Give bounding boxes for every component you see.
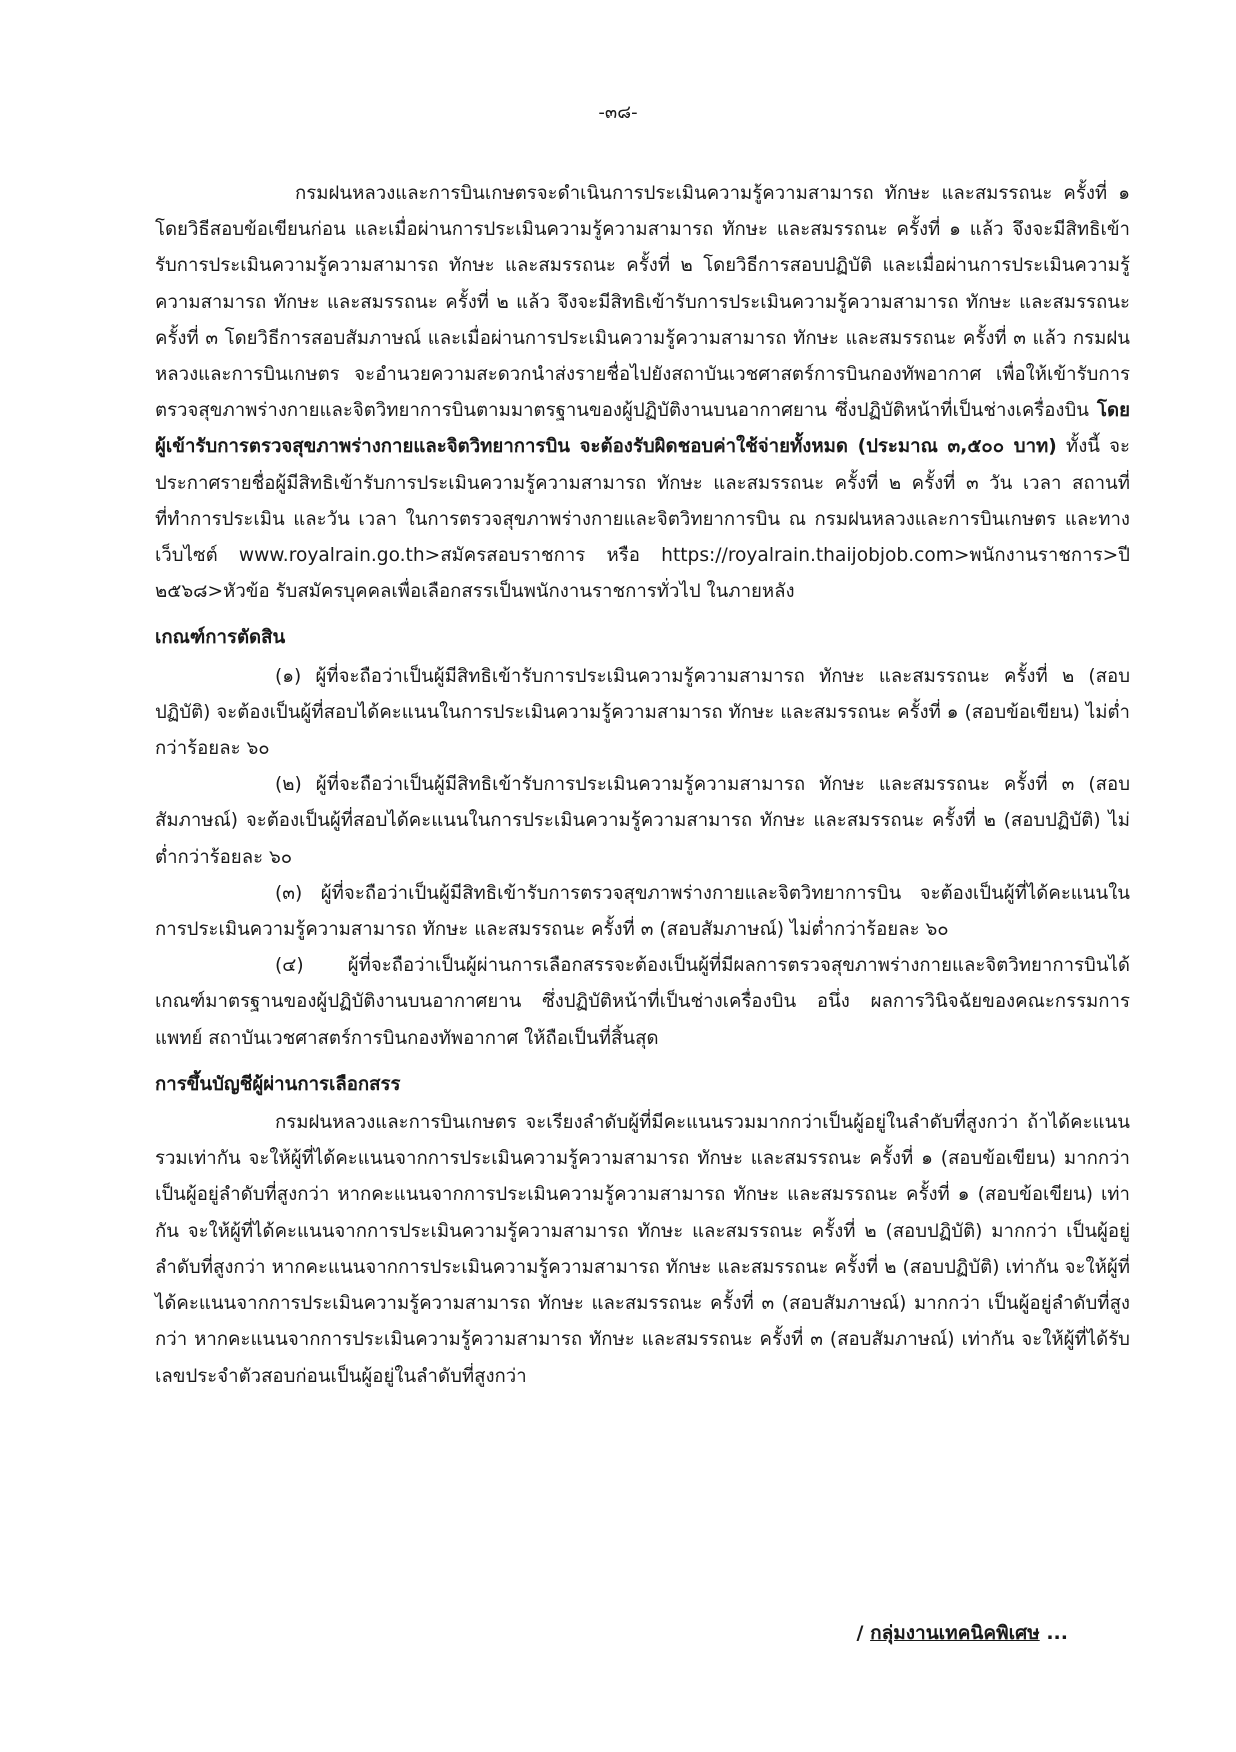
criteria-heading: เกณฑ์การตัดสิน <box>155 627 286 649</box>
footer-prefix: / <box>856 1622 871 1644</box>
footer-next-section: กลุ่มงานเทคนิคพิเศษ <box>870 1622 1040 1644</box>
intro-bold-cost-notice: โดยผู้เข้ารับการตรวจสุขภาพร่างกายและจิตวิทยาการบิน จะต้องรับผิดชอบค่าใช้จ่ายทั้งหมด (ประมาณ ๓,๕๐๐ บาท) <box>155 400 1130 458</box>
intro-text-after-bold: ทั้งนี้ จะประกาศรายชื่อผู้มีสิทธิเข้ารับการประเมินความรู้ความสามารถ ทักษะ และสมรรถนะ ครั้งที่ ๒ ครั้งที่ ๓ วัน เวลา สถานที่ที่ทำการประเมิน และวัน เวลา ในการตรวจสุขภาพร่างกายและจิตวิทยาการบิน ณ กรมฝนหลวงและการบินเกษตร และทางเว็บไซต์ www.royalrain.go.th>สมัครสอบราชการ หรือ https://royalrain.thaijobjob.com>พนักงานราชการ>ปี ๒๕๖๘>หัวข้อ รับสมัครบุคคลเพื่อเลือกสรรเป็นพนักงานราชการทั่วไป ในภายหลัง <box>155 436 1130 603</box>
ranking-heading: การขึ้นบัญชีผู้ผ่านการเลือกสรร <box>155 1073 401 1095</box>
page-number: -๓๘- <box>598 102 638 123</box>
intro-paragraph <box>155 176 1130 610</box>
criteria-item-4: (๔) ผู้ที่จะถือว่าเป็นผู้ผ่านการเลือกสรรจะต้องเป็นผู้ที่มีผลการตรวจสุขภาพร่างกายและจิตวิทยาการบินได้เกณฑ์มาตรฐานของผู้ปฏิบัติงานบนอากาศยาน ซึ่งปฏิบัติหน้าที่เป็นช่างเครื่องบิน อนึ่ง ผลการวินิจฉัยของคณะกรรมการแพทย์ สถาบันเวชศาสตร์การบินกองทัพอากาศ ให้ถือเป็นที่สิ้นสุด <box>155 955 1130 1049</box>
continuation-footer <box>857 1618 1068 1648</box>
intro-text-before-bold: กรมฝนหลวงและการบินเกษตรจะดำเนินการประเมินความรู้ความสามารถ ทักษะ และสมรรถนะ ครั้งที่ ๑ โดยวิธีสอบข้อเขียนก่อน และเมื่อผ่านการประเมินความรู้ความสามารถ ทักษะ และสมรรถนะ ครั้งที่ ๑ แล้ว จึงจะมีสิทธิเข้ารับการประเมินความรู้ความสามารถ ทักษะ และสมรรถนะ ครั้งที่ ๒ โดยวิธีการสอบปฏิบัติ และเมื่อผ่านการประเมินความรู้ความสามารถ ทักษะ และสมรรถนะ ครั้งที่ ๒ แล้ว จึงจะมีสิทธิเข้ารับการประเมินความรู้ความสามารถ ทักษะ และสมรรถนะ ครั้งที่ ๓ โดยวิธีการสอบสัมภาษณ์ และเมื่อผ่านการประเมินความรู้ความสามารถ ทักษะ และสมรรถนะ ครั้งที่ ๓ แล้ว กรมฝนหลวงและการบินเกษตร จะอำนวยความสะดวกนำส่งรายชื่อไปยังสถาบันเวชศาสตร์การบินกองทัพอากาศ เพื่อให้เข้ารับการตรวจสุขภาพร่างกายและจิตวิทยาการบินตามมาตรฐานของผู้ปฏิบัติงานบนอากาศยาน ซึ่งปฏิบัติหน้าที่เป็นช่างเครื่องบิน <box>155 183 1130 422</box>
ranking-paragraph: กรมฝนหลวงและการบินเกษตร จะเรียงลำดับผู้ที่มีคะแนนรวมมากกว่าเป็นผู้อยู่ในลำดับที่สูงกว่า ถ้าได้คะแนนรวมเท่ากัน จะให้ผู้ที่ได้คะแนนจากการประเมินความรู้ความสามารถ ทักษะ และสมรรถนะ ครั้งที่ ๑ (สอบข้อเขียน) มากกว่า เป็นผู้อยู่ลำดับที่สูงกว่า หากคะแนนจากการประเมินความรู้ความสามารถ ทักษะ และสมรรถนะ ครั้งที่ ๑ (สอบข้อเขียน) เท่ากัน จะให้ผู้ที่ได้คะแนนจากการประเมินความรู้ความสามารถ ทักษะ และสมรรถนะ ครั้งที่ ๒ (สอบปฏิบัติ) มากกว่า เป็นผู้อยู่ลำดับที่สูงกว่า หากคะแนนจากการประเมินความรู้ความสามารถ ทักษะ และสมรรถนะ ครั้งที่ ๒ (สอบปฏิบัติ) เท่ากัน จะให้ผู้ที่ได้คะแนนจากการประเมินความรู้ความสามารถ ทักษะ และสมรรถนะ ครั้งที่ ๓ (สอบสัมภาษณ์) มากกว่า เป็นผู้อยู่ลำดับที่สูงกว่า หากคะแนนจากการประเมินความรู้ความสามารถ ทักษะ และสมรรถนะ ครั้งที่ ๓ (สอบสัมภาษณ์) เท่ากัน จะให้ผู้ที่ได้รับเลขประจำตัวสอบก่อนเป็นผู้อยู่ในลำดับที่สูงกว่า <box>155 1112 1130 1387</box>
criteria-item-3: (๓) ผู้ที่จะถือว่าเป็นผู้มีสิทธิเข้ารับการตรวจสุขภาพร่างกายและจิตวิทยาการบิน จะต้องเป็นผู้ที่ได้คะแนนในการประเมินความรู้ความสามารถ ทักษะ และสมรรถนะ ครั้งที่ ๓ (สอบสัมภาษณ์) ไม่ต่ำกว่าร้อยละ ๖๐ <box>155 882 1130 941</box>
criteria-item-2: (๒) ผู้ที่จะถือว่าเป็นผู้มีสิทธิเข้ารับการประเมินความรู้ความสามารถ ทักษะ และสมรรถนะ ครั้งที่ ๓ (สอบสัมภาษณ์) จะต้องเป็นผู้ที่สอบได้คะแนนในการประเมินความรู้ความสามารถ ทักษะ และสมรรถนะ ครั้งที่ ๒ (สอบปฏิบัติ) ไม่ต่ำกว่าร้อยละ ๖๐ <box>155 774 1130 868</box>
document-body <box>155 176 1130 1395</box>
footer-suffix: ... <box>1039 1622 1068 1644</box>
criteria-item-1: (๑) ผู้ที่จะถือว่าเป็นผู้มีสิทธิเข้ารับการประเมินความรู้ความสามารถ ทักษะ และสมรรถนะ ครั้งที่ ๒ (สอบปฏิบัติ) จะต้องเป็นผู้ที่สอบได้คะแนนในการประเมินความรู้ความสามารถ ทักษะ และสมรรถนะ ครั้งที่ ๑ (สอบข้อเขียน) ไม่ต่ำกว่าร้อยละ ๖๐ <box>155 665 1130 760</box>
